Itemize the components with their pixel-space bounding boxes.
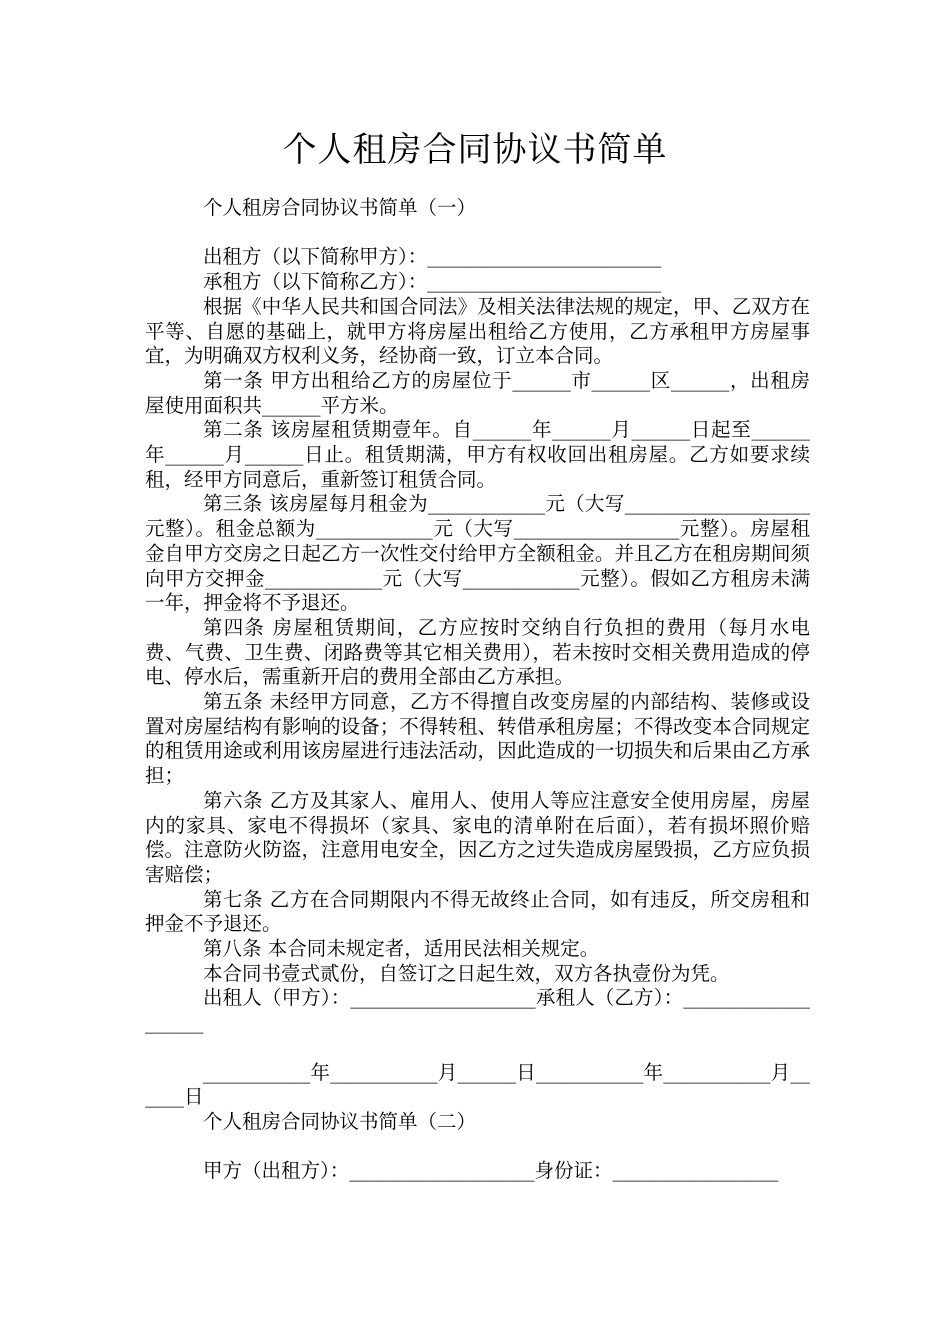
article-3: 第三条 该房屋每月租金为____________元（大写___________________元整）。租金总额为____________元（大写_________________元整）。房屋租金自甲方交房之日起乙方一次性交付给甲方全额租金。并且乙方在租房期间须向甲方交押金____________元（大写____________元整）。假如乙方租房未满一年，押金将不予退还。: [145, 492, 810, 615]
blank-line: [145, 1036, 810, 1061]
preamble-paragraph: 根据《中华人民共和国合同法》及相关法律法规的规定，甲、乙双方在平等、自愿的基础上，就甲方将房屋出租给乙方使用，乙方承租甲方房屋事宜，为明确双方权利义务，经协商一致，订立本合同。: [145, 294, 810, 368]
lessor-line: 出租方（以下简称甲方）：________________________: [203, 245, 662, 269]
section-heading-one: 个人租房合同协议书简单（一）: [203, 196, 477, 219]
article-1: 第一条 甲方出租给乙方的房屋位于______市______区______，出租房屋使用面积共______平方米。: [145, 368, 810, 417]
article-6: 第六条 乙方及其家人、雇用人、使用人等应注意安全使用房屋，房屋内的家具、家电不得损坏（家具、家电的清单附在后面），若有损坏照价赔偿。注意防火防盗，注意用电安全，因乙方之过失造成房屋毁损，乙方应负损害赔偿；: [145, 788, 810, 886]
copies-clause: 本合同书壹式贰份，自签订之日起生效，双方各执壹份为凭。: [203, 961, 730, 985]
article-4: 第四条 房屋租赁期间，乙方应按时交纳自行负担的费用（每月水电费、气费、卫生费、闭路费等其它相关费用），若未按时交相关费用造成的停电、停水后，需重新开启的费用全部由乙方承担。: [145, 615, 810, 689]
article-7: 第七条 乙方在合同期限内不得无故终止合同，如有违反，所交房租和押金不予退还。: [145, 887, 810, 936]
party-a-line: 甲方（出租方）：___________________身份证：_________________: [203, 1159, 779, 1183]
document-body: [145, 196, 810, 1184]
article-5: 第五条 未经甲方同意，乙方不得擅自改变房屋的内部结构、装修或设置对房屋结构有影响的设备；不得转租、转借承租房屋；不得改变本合同规定的租赁用途或利用该房屋进行违法活动，因此造成的一切损失和后果由乙方承担；: [145, 690, 810, 788]
article-2: 第二条 该房屋租赁期壹年。自______年______月______日起至______年______月______日止。租赁期满，甲方有权收回出租房屋。乙方如要求续租，经甲方同意后，重新签订租赁合同。: [145, 418, 810, 491]
blank-line: [145, 221, 810, 246]
article-8: 第八条 本合同未规定者，适用民法相关规定。: [203, 937, 600, 961]
blank-line: [145, 1135, 810, 1160]
lessee-line: 承租方（以下简称乙方）：________________________: [203, 270, 662, 294]
section-heading-two: 个人租房合同协议书简单（二）: [203, 1109, 477, 1133]
document-title: 个人租房合同协议书简单: [282, 130, 668, 170]
signature-line: 出租人（甲方）：___________________承租人（乙方）：___________________: [145, 986, 810, 1035]
date-line: ___________年___________月______日___________年___________月______日: [145, 1060, 810, 1109]
